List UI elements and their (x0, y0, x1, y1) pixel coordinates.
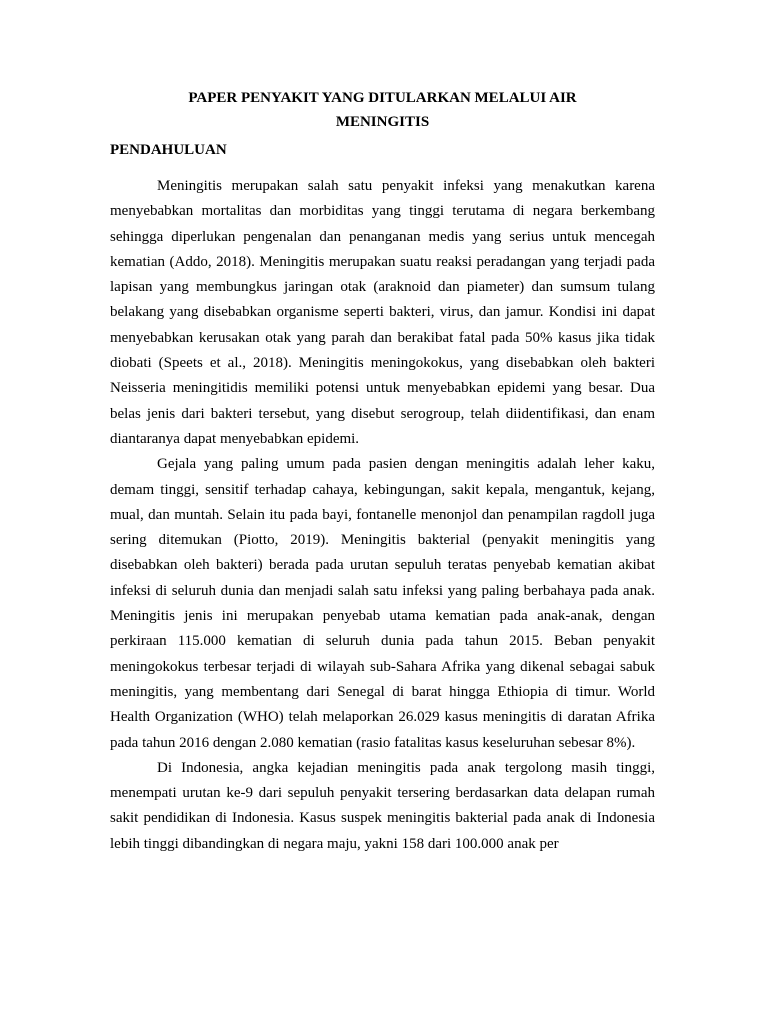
paragraph-1: Meningitis merupakan salah satu penyakit infeksi yang menakutkan karena menyebabkan mortalitas dan morbiditas yang tinggi terutama di negara berkembang sehingga diperlukan pengenalan dan penanganan medis yang serius untuk mencegah kematian (Addo, 2018). Meningitis merupakan suatu reaksi peradangan yang terjadi pada lapisan yang membungkus jaringan otak (araknoid dan piameter) dan sumsum tulang belakang yang disebabkan organisme seperti bakteri, virus, dan jamur. Kondisi ini dapat menyebabkan kerusakan otak yang parah dan berakibat fatal pada 50% kasus jika tidak diobati (Speets et al., 2018). Meningitis meningokokus, yang disebabkan oleh bakteri Neisseria meningitidis memiliki potensi untuk menyebabkan epidemi yang besar. Dua belas jenis dari bakteri tersebut, yang disebut serogroup, telah diidentifikasi, dan enam diantaranya dapat menyebabkan epidemi. (110, 178, 655, 447)
document-title-line-2: MENINGITIS (335, 114, 430, 130)
document-title-line-1: PAPER PENYAKIT YANG DITULARKAN MELALUI AIR (188, 90, 577, 106)
section-heading: PENDAHULUAN (110, 142, 227, 158)
document-body (110, 86, 655, 857)
paragraph-2: Gejala yang paling umum pada pasien dengan meningitis adalah leher kaku, demam tinggi, sensitif terhadap cahaya, kebingungan, sakit kepala, mengantuk, kejang, mual, dan muntah. Selain itu pada bayi, fontanelle menonjol dan penampilan ragdoll juga sering ditemukan (Piotto, 2019). Meningitis bakterial (penyakit meningitis yang disebabkan oleh bakteri) berada pada urutan sepuluh teratas penyebab kematian akibat infeksi di seluruh dunia dan menjadi salah satu infeksi yang paling berbahaya pada anak. Meningitis jenis ini merupakan penyebab utama kematian pada anak-anak, dengan perkiraan 115.000 kematian di seluruh dunia pada tahun 2015. Beban penyakit meningokokus terbesar terjadi di wilayah sub-Sahara Afrika yang dikenal sebagai sabuk meningitis, yang membentang dari Senegal di barat hingga Ethiopia di timur. World Health Organization (WHO) telah melaporkan 26.029 kasus meningitis di daratan Afrika pada tahun 2016 dengan 2.080 kematian (rasio fatalitas kasus keseluruhan sebesar 8%). (110, 456, 655, 751)
paragraph-3: Di Indonesia, angka kejadian meningitis pada anak tergolong masih tinggi, menempati urutan ke-9 dari sepuluh penyakit tersering berdasarkan data delapan rumah sakit pendidikan di Indonesia. Kasus suspek meningitis bakterial pada anak di Indonesia lebih tinggi dibandingkan di negara maju, yakni 158 dari 100.000 anak per (110, 759, 655, 852)
